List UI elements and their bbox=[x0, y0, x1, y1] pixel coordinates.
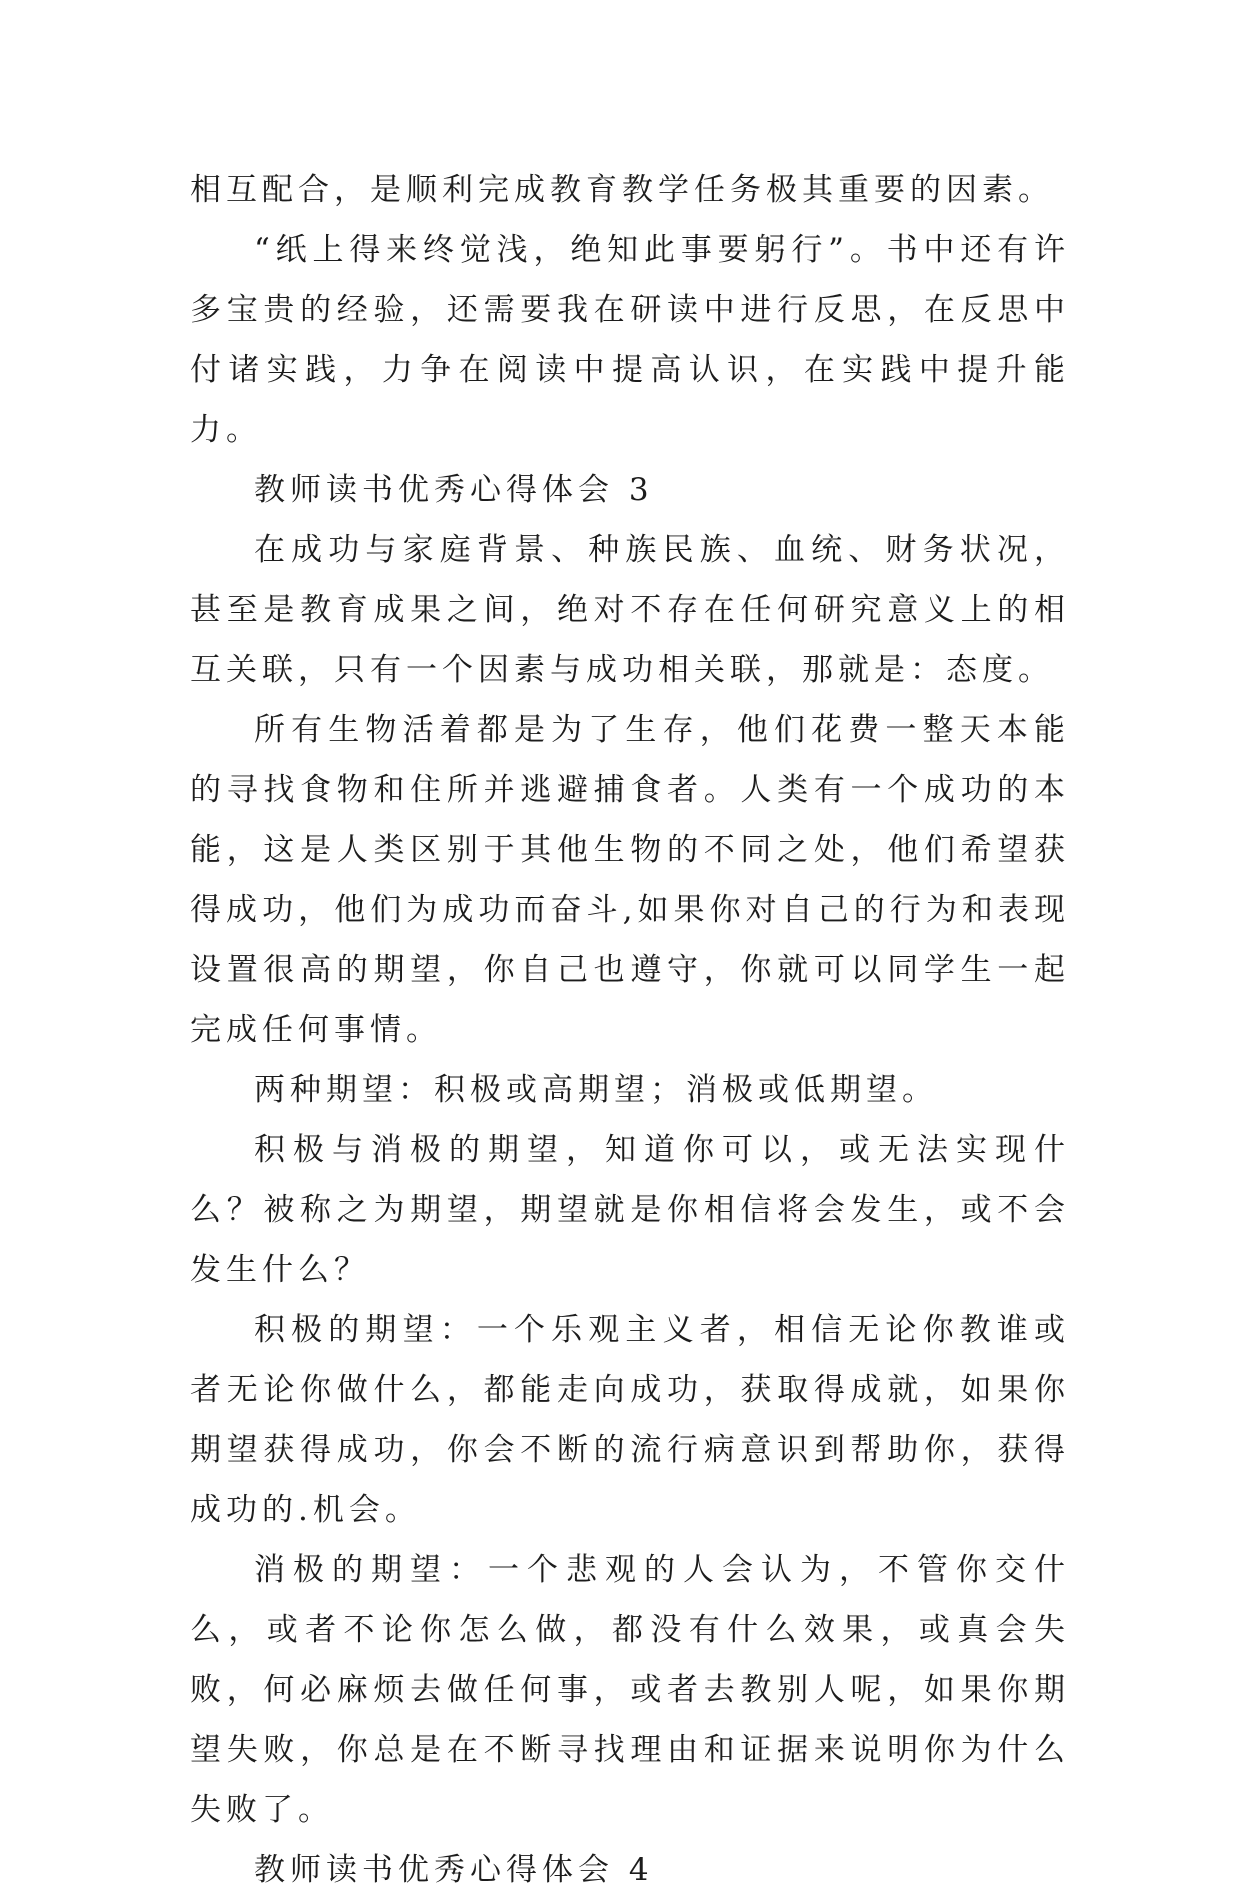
paragraph-attitude: 在成功与家庭背景、种族民族、血统、财务状况，甚至是教育成果之间，绝对不存在任何研究意义上的相互关联，只有一个因素与成功相关联，那就是：态度。 bbox=[190, 532, 1070, 688]
paragraph-expectation-definition: 积极与消极的期望，知道你可以，或无法实现什么？被称之为期望，期望就是你相信将会发生，或不会发生什么？ bbox=[190, 1132, 1070, 1288]
section-heading-3: 教师读书优秀心得体会 3 bbox=[254, 472, 654, 508]
paragraph-quote-reflection: “纸上得来终觉浅，绝知此事要躬行”。书中还有许多宝贵的经验，还需要我在研读中进行反思，在反思中付诸实践，力争在阅读中提高认识，在实践中提升能力。 bbox=[190, 232, 1070, 448]
paragraph-two-expectations: 两种期望：积极或高期望；消极或低期望。 bbox=[254, 1072, 938, 1108]
section-heading-4: 教师读书优秀心得体会 4 bbox=[254, 1852, 654, 1888]
document-body bbox=[190, 160, 1070, 1900]
paragraph-continuation: 相互配合，是顺利完成教育教学任务极其重要的因素。 bbox=[190, 172, 1054, 208]
paragraph-positive-expectation: 积极的期望：一个乐观主义者，相信无论你教谁或者无论你做什么，都能走向成功，获取得成就，如果你期望获得成功，你会不断的流行病意识到帮助你，获得成功的.机会。 bbox=[190, 1312, 1070, 1528]
paragraph-negative-expectation: 消极的期望：一个悲观的人会认为，不管你交什么，或者不论你怎么做，都没有什么效果，或真会失败，何必麻烦去做任何事，或者去教别人呢，如果你期望失败，你总是在不断寻找理由和证据来说明你为什么失败了。 bbox=[190, 1552, 1070, 1828]
paragraph-survival-instinct: 所有生物活着都是为了生存，他们花费一整天本能的寻找食物和住所并逃避捕食者。人类有一个成功的本能，这是人类区别于其他生物的不同之处，他们希望获得成功，他们为成功而奋斗,如果你对自己的行为和表现设置很高的期望，你自己也遵守，你就可以同学生一起完成任何事情。 bbox=[190, 712, 1070, 1048]
